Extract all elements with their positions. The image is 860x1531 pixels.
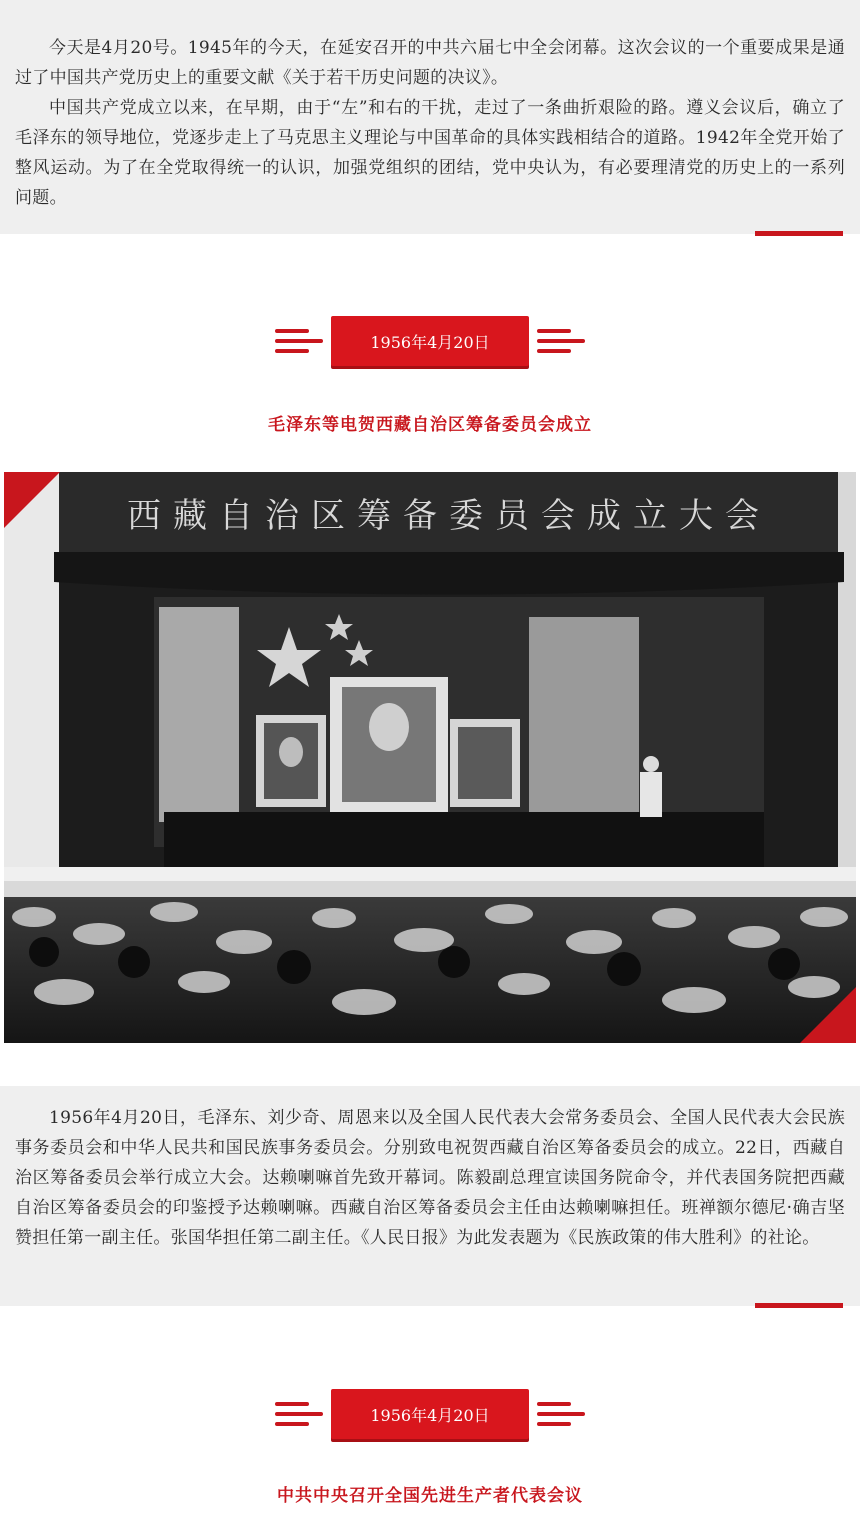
- ribbon-left-bars: [275, 329, 323, 353]
- ribbon-right-bars: [537, 329, 585, 353]
- card-accent-rule: [755, 1303, 843, 1308]
- photo-corner-accent-bottom-right: [800, 987, 856, 1043]
- section-title: 中共中央召开全国先进生产者代表会议: [277, 1486, 583, 1506]
- card-accent-rule: [755, 231, 843, 236]
- date-ribbon: 1956年4月20日: [331, 316, 529, 366]
- photo-illustration: [4, 472, 856, 1043]
- intro-paragraph-1: 今天是4月20号。1945年的今天，在延安召开的中共六届七中全会闭幕。这次会议的一个重要成果是通过了中国共产党历史上的重要文献《关于若干历史问题的决议》。: [15, 38, 845, 88]
- date-banner: [0, 1387, 860, 1441]
- historical-photo: [4, 472, 856, 1043]
- ribbon-right-bars: [537, 1402, 585, 1426]
- intro-card: [0, 0, 860, 234]
- photo-banner-text: 西藏自治区筹备委员会成立大会: [127, 496, 771, 536]
- section-title: 毛泽东等电贺西藏自治区筹备委员会成立: [268, 415, 592, 435]
- section-body-card: [0, 1086, 860, 1306]
- date-banner: [0, 314, 860, 368]
- section-paragraph: 1956年4月20日，毛泽东、刘少奇、周恩来以及全国人民代表大会常务委员会、全国人民代表大会民族事务委员会和中华人民共和国民族事务委员会。分别致电祝贺西藏自治区筹备委员会的成立。22日，西藏自治区筹备委员会举行成立大会。达赖喇嘛首先致开幕词。陈毅副总理宣读国务院命令，并代表国务院把西藏自治区筹备委员会的印鉴授予达赖喇嘛。西藏自治区筹备委员会主任由达赖喇嘛担任。班禅额尔德尼·确吉坚赞担任第一副主任。张国华担任第二副主任。《人民日报》为此发表题为《民族政策的伟大胜利》的社论。: [15, 1108, 845, 1248]
- intro-paragraph-2: 中国共产党成立以来，在早期，由于“左”和右的干扰，走过了一条曲折艰险的路。遵义会议后，确立了毛泽东的领导地位，党逐步走上了马克思主义理论与中国革命的具体实践相结合的道路。1942年全党开始了整风运动。为了在全党取得统一的认识，加强党组织的团结，党中央认为，有必要理清党的历史上的一系列问题。: [15, 98, 845, 208]
- photo-corner-accent-top-left: [4, 472, 60, 528]
- ribbon-left-bars: [275, 1402, 323, 1426]
- date-ribbon: 1956年4月20日: [331, 1389, 529, 1439]
